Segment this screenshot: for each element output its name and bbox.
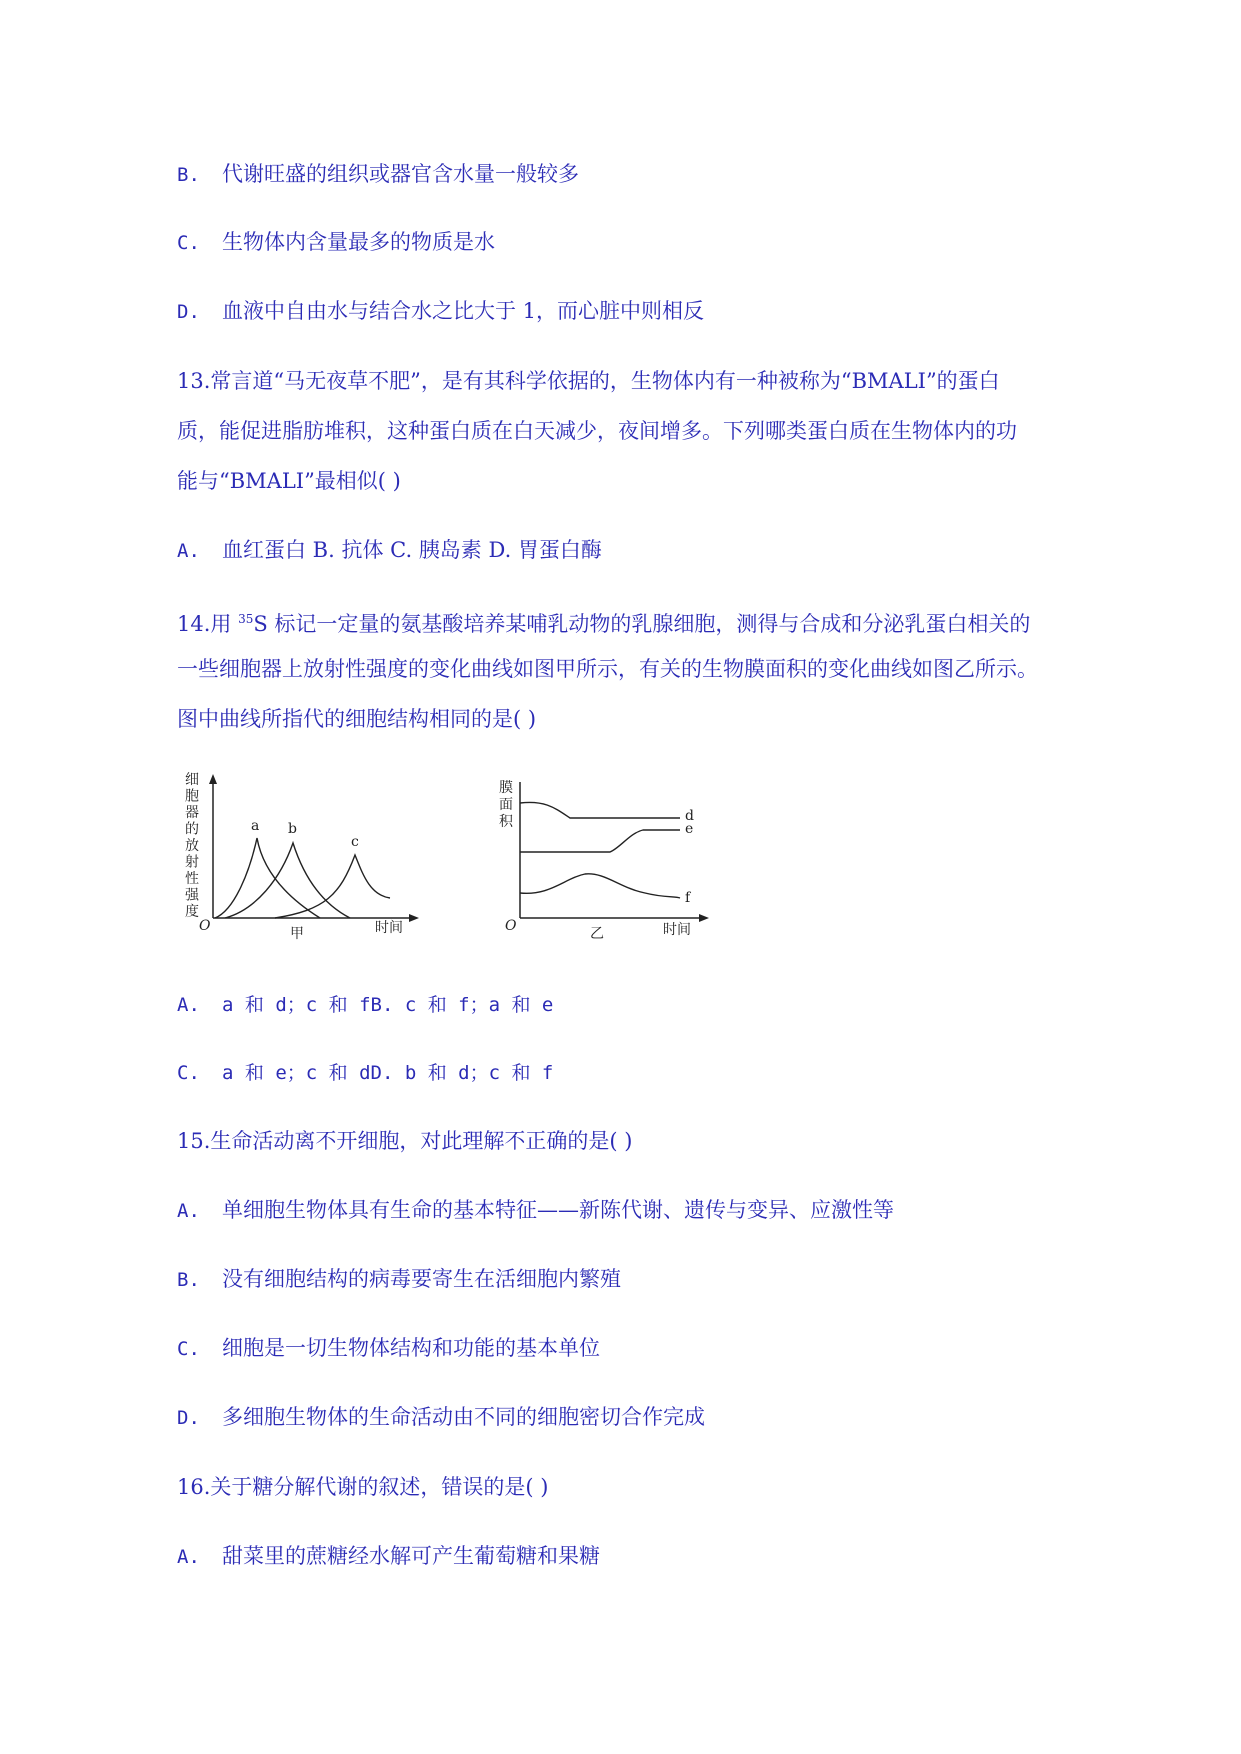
q13-stem-line-1: 13.常言道“马无夜草不肥”，是有其科学依据的，生物体内有一种被称为“BMALI”的蛋白 — [177, 369, 1000, 393]
q13-options — [177, 536, 602, 565]
option-text: 多细胞生物体的生命活动由不同的细胞密切合作完成 — [222, 1405, 705, 1429]
q14-options-line-1 — [177, 990, 553, 1019]
curve-c — [275, 855, 390, 918]
q16-option-a — [177, 1542, 600, 1571]
curve-d — [520, 802, 680, 818]
y-axis-label-char: 细 — [185, 772, 199, 788]
curve-label-f: f — [685, 890, 691, 906]
x-axis-arrow — [699, 914, 709, 922]
q12-option-c — [177, 228, 495, 257]
option-text: 血液中自由水与结合水之比大于 1，而心脏中则相反 — [222, 299, 705, 323]
option-text: 生物体内含量最多的物质是水 — [222, 230, 495, 254]
y-axis-label-char: 强 — [185, 887, 199, 904]
q14-prefix: 14.用 — [177, 612, 239, 636]
q15-stem: 15.生命活动离不开细胞，对此理解不正确的是( ) — [177, 1129, 633, 1153]
option-text: a 和 d；c 和 fB. c 和 f；a 和 e — [222, 994, 554, 1016]
curve-e — [520, 830, 680, 852]
option-text: 细胞是一切生物体结构和功能的基本单位 — [222, 1336, 600, 1360]
figure-jia-svg — [175, 770, 425, 940]
q16-stem: 16.关于糖分解代谢的叙述，错误的是( ) — [177, 1475, 549, 1499]
isotope-mass-number: 35 — [238, 612, 254, 626]
q13-stem-line-2: 质，能促进脂肪堆积，这种蛋白质在白天减少，夜间增多。下列哪类蛋白质在生物体内的功 — [177, 419, 1017, 443]
y-axis-label-char: 度 — [185, 904, 199, 920]
x-axis-arrow — [409, 914, 419, 922]
y-axis-label-char: 性 — [185, 871, 199, 887]
option-text: 单细胞生物体具有生命的基本特征——新陈代谢、遗传与变异、应激性等 — [222, 1198, 894, 1222]
option-letter: A. — [177, 1200, 200, 1222]
figure-jia — [175, 770, 425, 944]
figure-yi-svg — [495, 778, 715, 940]
y-axis-label-char: 膜 — [499, 780, 513, 796]
curve-a — [215, 838, 320, 918]
option-text: a 和 e；c 和 dD. b 和 d；c 和 f — [222, 1062, 554, 1084]
option-letter: A. — [177, 994, 200, 1016]
figure-caption-yi: 乙 — [590, 926, 604, 940]
option-text: 甜菜里的蔗糖经水解可产生葡萄糖和果糖 — [222, 1544, 600, 1568]
y-axis-label-char: 面 — [499, 797, 513, 813]
q14-stem-line-3: 图中曲线所指代的细胞结构相同的是( ) — [177, 707, 537, 731]
q12-option-b — [177, 160, 579, 189]
origin-label: O — [199, 918, 211, 934]
x-axis-label: 时间 — [375, 920, 403, 936]
y-axis-label-char: 的 — [185, 821, 199, 838]
curve-label-b: b — [288, 821, 297, 837]
y-axis-label-char: 射 — [185, 854, 199, 871]
y-axis-label-char: 放 — [185, 838, 199, 854]
figure-jia-ylabel — [185, 772, 200, 920]
q14-options-line-2 — [177, 1058, 553, 1087]
origin-label: O — [505, 918, 517, 934]
q15-option-d — [177, 1403, 705, 1432]
curve-label-c: c — [351, 834, 359, 850]
q12-option-d — [177, 297, 704, 326]
option-letter: A. — [177, 1546, 200, 1568]
q14-stem-line-2: 一些细胞器上放射性强度的变化曲线如图甲所示，有关的生物膜面积的变化曲线如图乙所示。 — [177, 657, 1038, 681]
option-letter: B. — [177, 1269, 200, 1291]
option-letter: B. — [177, 164, 200, 186]
option-letter: C. — [177, 1062, 200, 1084]
curve-label-d: d — [685, 808, 694, 824]
option-letter: A. — [177, 540, 200, 562]
figure-yi — [495, 778, 715, 944]
q15-option-c — [177, 1334, 600, 1363]
figure-caption-jia: 甲 — [290, 926, 304, 940]
q15-option-b — [177, 1265, 621, 1294]
y-axis-label-char: 器 — [185, 805, 199, 821]
y-axis-label-char: 积 — [499, 814, 513, 830]
option-letter: D. — [177, 301, 200, 323]
option-letter: D. — [177, 1407, 200, 1429]
y-axis-label-char: 胞 — [185, 788, 199, 805]
curve-label-e: e — [685, 821, 694, 837]
figure-yi-ylabel — [499, 780, 514, 830]
q14-line1-rest: S 标记一定量的氨基酸培养某哺乳动物的乳腺细胞，测得与合成和分泌乳蛋白相关的 — [253, 612, 1031, 636]
option-letter: C. — [177, 1338, 200, 1360]
option-text: 血红蛋白 B. 抗体 C. 胰岛素 D. 胃蛋白酶 — [222, 538, 602, 562]
option-letter: C. — [177, 232, 200, 254]
option-text: 没有细胞结构的病毒要寄生在活细胞内繁殖 — [222, 1267, 621, 1291]
x-axis-label: 时间 — [663, 922, 691, 938]
q15-option-a — [177, 1196, 894, 1225]
curve-label-a: a — [251, 818, 260, 834]
q13-stem-line-3: 能与“BMALI”最相似( ) — [177, 469, 401, 493]
curve-f — [520, 874, 680, 898]
q14-stem-line-1 — [177, 605, 1030, 638]
y-axis-arrow — [209, 774, 217, 784]
option-text: 代谢旺盛的组织或器官含水量一般较多 — [222, 162, 579, 186]
